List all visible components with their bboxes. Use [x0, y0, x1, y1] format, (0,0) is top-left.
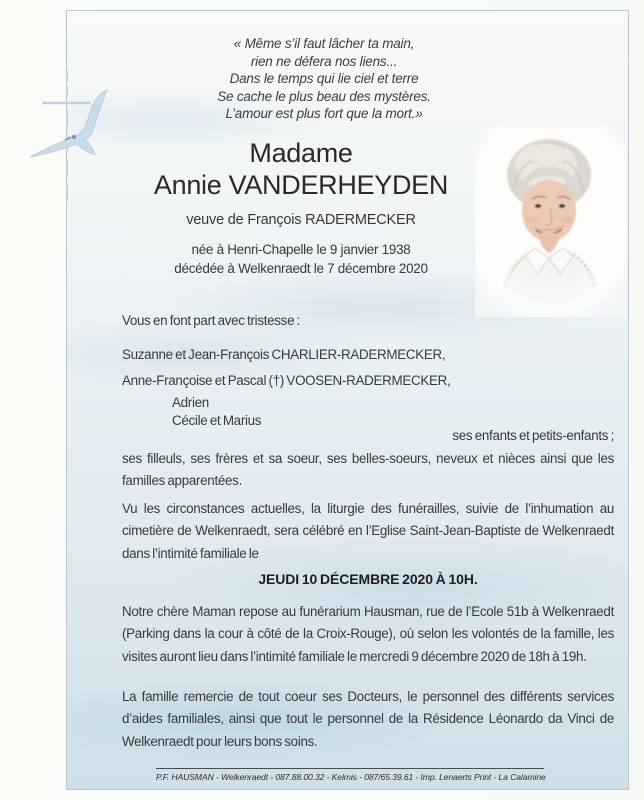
funeral-home-footer [156, 768, 544, 782]
thanks-paragraph: La famille remercie de tout coeur ses Docteurs, le personnel des différents services d’aides familiales, ainsi que tout le personnel de la Résidence Léonardo da Vinci de Welkenraedt pour leurs bons soins. [122, 689, 614, 749]
family-member-line: Suzanne et Jean-François CHARLIER-RADERMECKER, [122, 347, 446, 362]
deceased-name: Annie VANDERHEYDEN [153, 170, 449, 200]
family-member-line: Adrien [172, 395, 209, 410]
quote-line: rien ne défera nos liens... [250, 53, 398, 69]
deceased-birth-line: née à Henri-Chapelle le 9 janvier 1938 [191, 242, 411, 257]
quote-line: Se cache le plus beau des mystères. [217, 88, 431, 104]
family-relation-note: ses enfants et petits-enfants ; [452, 428, 614, 443]
announcement-body [122, 11, 614, 791]
visitation-paragraph: Notre chère Maman repose au funérarium Hausman, rue de l’Ecole 51b à Welkenraedt (Parking dans la cour à côté de la Croix-Rouge), où selon les volontés de la famille, les visites auront lieu dans l’intimité familiale le mercredi 9 décembre 2020 de 18h à 19h. [122, 604, 614, 664]
quote-line: « Même s’il faut lâcher ta main, [233, 36, 415, 51]
ceremony-date-heading: JEUDI 10 DÉCEMBRE 2020 À 10H. [258, 571, 478, 587]
funeral-home-contact-line: P.F. HAUSMAN - Welkenraedt - 087.88.00.32 - Kelmis - 087/65.39.61 - Imp. Lenaerts Print - La Calamine [156, 772, 546, 782]
extended-family-paragraph: ses filleuls, ses frères et sa soeur, ses belles-soeurs, neveux et nièces ainsi que les familles apparentées. [122, 451, 614, 489]
footer-divider [156, 768, 544, 769]
deceased-widow-line: veuve de François RADERMECKER [186, 212, 416, 228]
deceased-honorific: Madame [249, 138, 353, 168]
obituary-card [66, 10, 629, 790]
deceased-death-line: décédée à Welkenraedt le 7 décembre 2020 [174, 261, 428, 276]
family-member-line: Anne-Françoise et Pascal (†) VOOSEN-RADERMECKER, [122, 373, 451, 388]
ceremony-notice-paragraph: Vu les circonstances actuelles, la liturgie des funérailles, suivie de l’inhumation au cimetière de Welkenraedt, sera célébré en l’Eglise Saint-Jean-Baptiste de Welkenraedt dans l’intimité familiale le [122, 501, 614, 561]
announcement-intro: Vous en font part avec tristesse : [122, 313, 301, 328]
quote-line: L’amour est plus fort que la mort.» [225, 106, 423, 122]
family-member-line: Cécile et Marius [172, 413, 262, 428]
quote-line: Dans le temps qui lie ciel et terre [229, 71, 419, 87]
